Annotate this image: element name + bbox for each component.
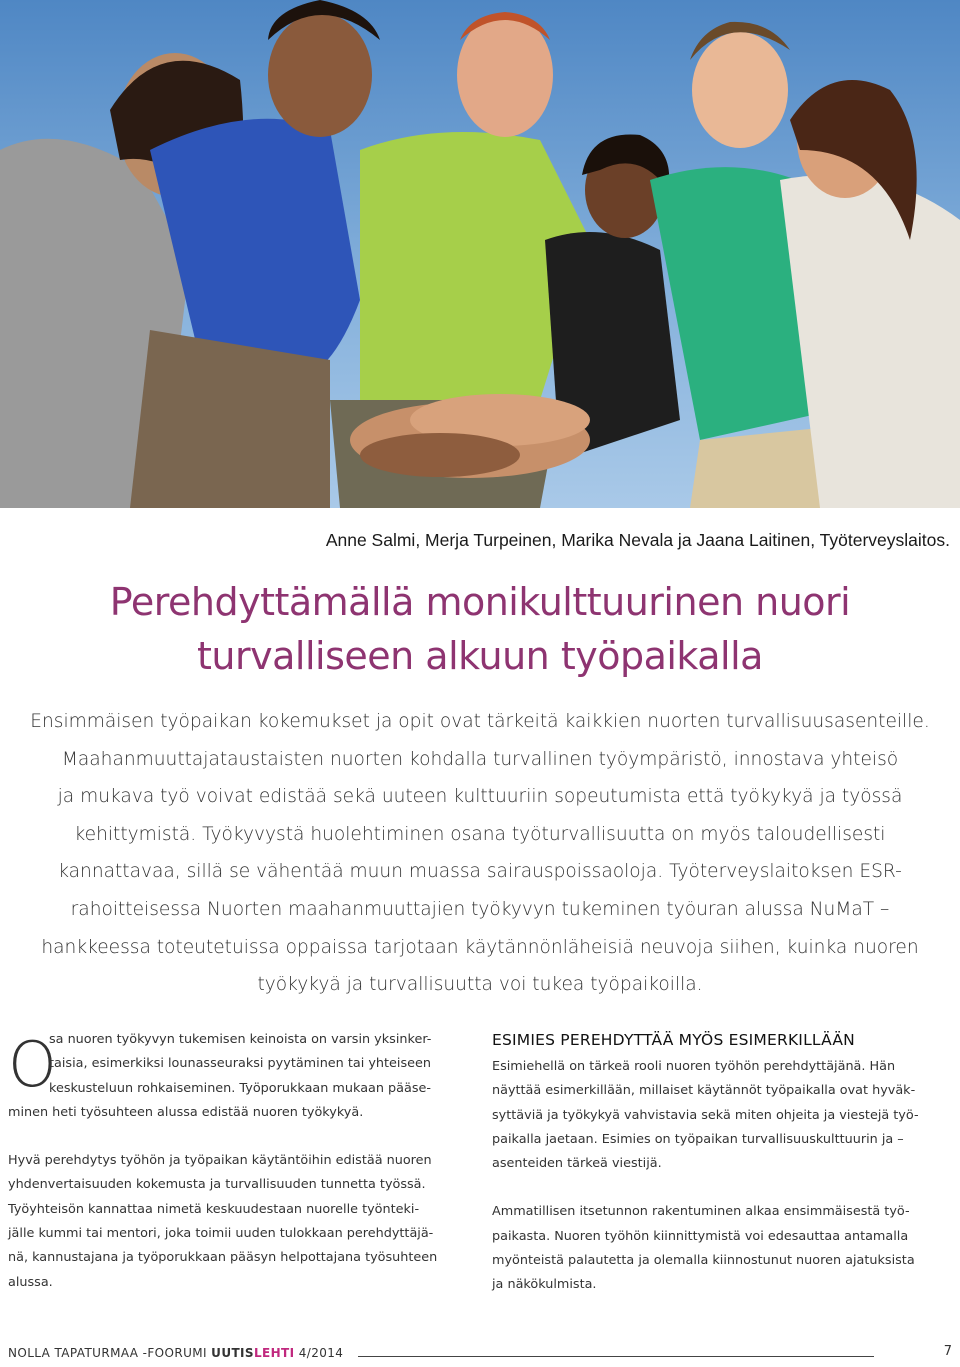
text-line: jälle kummi tai mentori, joka toimii uuden tulokkaan perehdyttäjä- — [8, 1226, 434, 1242]
text-line: sa nuoren työkyvyn tukemisen keinoista on varsin yksinker- — [49, 1032, 432, 1047]
lead-line: Ensimmäisen työpaikan kokemukset ja opit ovat tärkeitä kaikkien nuorten turvallisuusasenteille. — [30, 711, 930, 732]
footer-issue: 4/2014 — [298, 1346, 344, 1360]
text-line: alussa. — [8, 1274, 53, 1290]
right-paragraph-1 — [492, 1055, 954, 1176]
lead-line: rahoitteisessa Nuorten maahanmuuttajien työkyvyn tukeminen työuran alussa NuMaT – — [70, 898, 890, 920]
text-line: syttäviä ja työkykyä vahvistavia sekä miten ohjeita ja viestejä työ- — [492, 1107, 919, 1123]
text-line: Hyvä perehdytys työhön ja työpaikan käytäntöihin edistää nuoren — [8, 1153, 432, 1169]
text-line: nä, kannustajana ja työporukkaan pääsyn helpottajana työsuhteen — [8, 1250, 438, 1266]
article-title — [0, 575, 960, 683]
text-line: minen heti työsuhteen alussa edistää nuoren työkykyä. — [8, 1104, 364, 1120]
lead-line: Maahanmuuttajataustaisten nuorten kohdalla turvallinen työympäristö, innostava yhteisö — [61, 748, 899, 770]
text-line: myönteistä palautetta ja olemalla kiinnostunut nuoren ajatuksista — [492, 1253, 915, 1269]
group-photo-illustration — [0, 0, 960, 508]
text-line: näyttää esimerkillään, millaiset käytännöt työpaikalla ovat hyväk- — [492, 1083, 916, 1099]
dropcap: O — [8, 1028, 57, 1101]
text-line: paikalla jaetaan. Esimies on työpaikan turvallisuuskulttuurin ja – — [492, 1131, 904, 1147]
lead-line: kehittymistä. Työkyvystä huolehtiminen osana työturvallisuutta on myös taloudellisesti — [74, 823, 886, 845]
left-paragraph-2 — [8, 1149, 468, 1295]
footer-mag-part2: LEHTI — [253, 1346, 295, 1360]
page-number: 7 — [943, 1344, 952, 1359]
lead-line: ja mukava työ voivat edistää sekä uuteen kulttuuriin sopeutumista että työkykyä ja työssä — [57, 786, 903, 808]
right-paragraph-2 — [492, 1200, 954, 1297]
left-paragraph-1-indented — [8, 1028, 468, 1101]
title-line-1: Perehdyttämällä monikulttuurinen nuori — [109, 580, 851, 624]
left-column — [8, 1028, 468, 1295]
text-line: taisia, esimerkiksi lounasseuraksi pyytäminen tai yhteiseen — [49, 1056, 431, 1072]
lead-line: työkykyä ja turvallisuutta voi tukea työpaikoilla. — [257, 974, 703, 996]
text-line: ja näkökulmista. — [492, 1277, 597, 1293]
lead-line: hankkeessa toteutetuissa oppaissa tarjotaan käytännönläheisiä neuvoja siihen, kuinka nuoren — [41, 936, 919, 958]
authors-line: Anne Salmi, Merja Turpeinen, Marika Nevala ja Jaana Laitinen, Työterveyslaitos. — [325, 530, 950, 550]
text-line: Esimiehellä on tärkeä rooli nuoren työhön perehdyttäjänä. Hän — [492, 1059, 896, 1074]
text-line: paikasta. Nuoren työhön kiinnittymistä voi edesauttaa antamalla — [492, 1228, 909, 1244]
text-line: keskusteluun rohkaiseminen. Työporukkaan mukaan pääse- — [49, 1080, 432, 1096]
page-footer — [8, 1346, 952, 1364]
lead-line: kannattavaa, sillä se vähentää muun muassa sairauspoissaoloja. Työterveyslaitoksen ESR- — [58, 861, 902, 883]
footer-publication — [8, 1346, 343, 1360]
footer-rule — [358, 1356, 874, 1357]
hero-photo — [0, 0, 960, 508]
footer-publication-name: NOLLA TAPATURMAA -FOORUMI — [8, 1346, 207, 1360]
title-line-2: turvalliseen alkuun työpaikalla — [197, 634, 763, 678]
right-column — [492, 1028, 954, 1298]
section-heading: ESIMIES PEREHDYTTÄÄ MYÖS ESIMERKILLÄÄN — [492, 1031, 855, 1049]
text-line: Ammatillisen itsetunnon rakentuminen alkaa ensimmäisestä työ- — [492, 1204, 910, 1220]
text-line: yhdenvertaisuuden kokemusta ja turvallisuuden tunnetta työssä. — [8, 1177, 426, 1193]
lead-paragraph — [6, 703, 954, 1004]
footer-mag-part1: UUTIS — [211, 1346, 254, 1360]
text-line: Työyhteisön kannattaa nimetä keskuudestaan nuorelle työnteki- — [8, 1201, 420, 1217]
text-line: asenteiden tärkeä viestijä. — [492, 1156, 662, 1172]
